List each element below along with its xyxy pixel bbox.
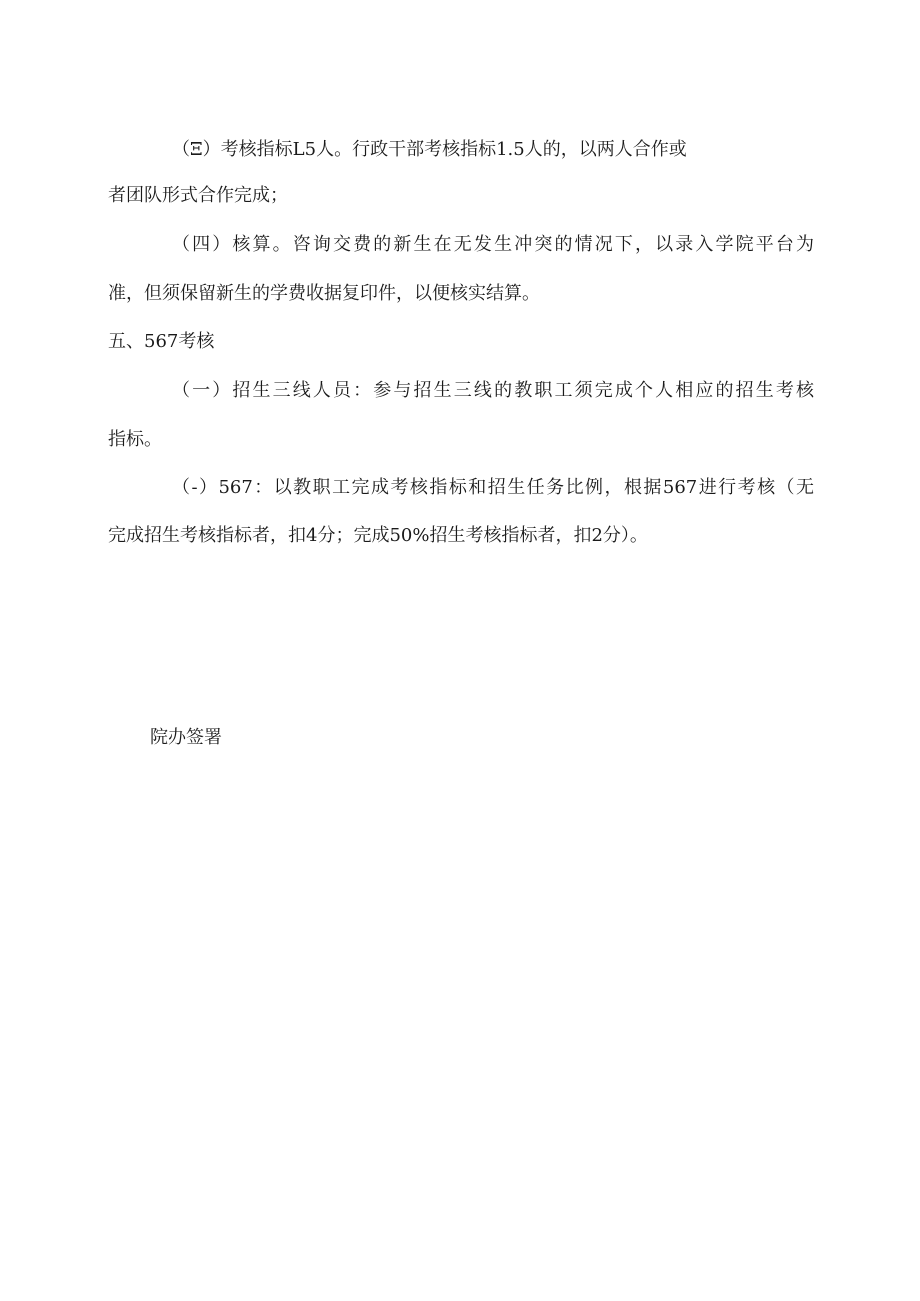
section-heading-5: 五、567考核 <box>108 331 215 352</box>
paragraph-4-line-1: （四）核算。咨询交费的新生在无发生冲突的情况下，以录入学院平台为 <box>172 234 814 255</box>
signature-line: 院办签署 <box>150 727 222 748</box>
paragraph-5-1-line-1: （一）招生三线人员：参与招生三线的教职工须完成个人相应的招生考核 <box>172 380 814 401</box>
paragraph-3-line-1: （Ξ）考核指标L5人。行政干部考核指标1.5人的，以两人合作或 <box>172 139 687 160</box>
paragraph-5-2-line-1: （-）567：以教职工完成考核指标和招生任务比例，根据567进行考核（无 <box>172 477 814 498</box>
paragraph-5-2-line-2: 完成招生考核指标者，扣4分；完成50%招生考核指标者，扣2分）。 <box>108 525 648 546</box>
paragraph-4-line-2: 准，但须保留新生的学费收据复印件，以便核实结算。 <box>108 283 540 304</box>
paragraph-5-1-line-2: 指标。 <box>108 429 162 450</box>
paragraph-3-line-2: 者团队形式合作完成； <box>108 185 288 206</box>
